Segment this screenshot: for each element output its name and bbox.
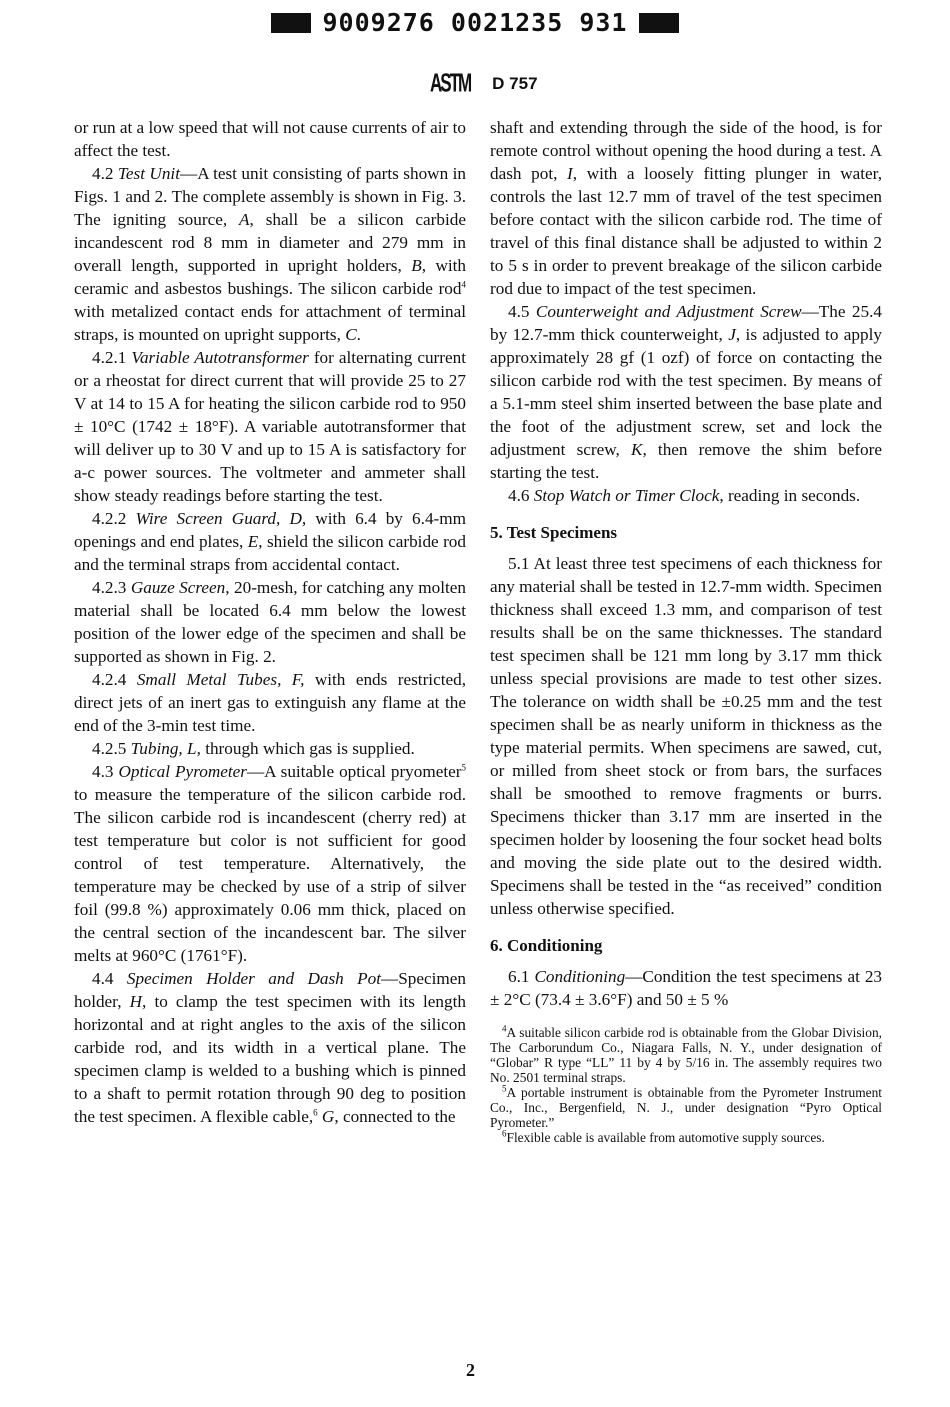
footnotes: [490, 1025, 882, 1145]
text: —A suitable optical pryometer: [246, 762, 462, 781]
paragraph: [490, 1085, 882, 1130]
paragraph: [74, 967, 466, 1128]
text: 4.4: [92, 969, 127, 988]
standard-header: [430, 69, 538, 98]
section-heading: 5. Test Specimens: [490, 523, 618, 542]
left-column: [74, 116, 466, 1128]
text: , with a loosely fitting plunger in water, controls the last 12.7 mm of travel of the test specimen before contact with the silicon carbide rod. The time of travel of this final distance shall be adjusted to within 2 to 5 s in order to prevent breakage of the silicon carbide rod due to impact of the test specimen.: [490, 164, 883, 298]
text: , is adjusted to apply approximately 28 gf (1 ozf) of force on contacting the silicon carbide rod with the test specimen. By means of a 5.1-mm steel shim inserted between the base plate and the foot of the adjustment screw, set and lock the adjustment screw,: [490, 325, 882, 459]
text: 4.2: [92, 164, 118, 183]
italic-text: Counterweight and Adjustment Screw: [535, 302, 802, 321]
document-code: 9009276 0021235 931: [322, 8, 628, 37]
italic-text: Gauze Screen: [130, 578, 226, 597]
standard-designation: D 757: [492, 74, 538, 93]
footnote-ref: 4: [502, 1023, 507, 1034]
footnote-ref: 5: [461, 762, 466, 773]
text: for alternating current or a rheostat for direct current that will provide 25 to 27 V at 14 to 15 A for heating the silicon carbide rod to 950 ± 10°C (1742 ± 18°F). A variable autotransformer that will deliver up to 30 V and up to 15 A is satisfactory for a-c power sources. The voltmeter and ammeter shall show steady readings before starting the test.: [74, 348, 466, 505]
text: or run at a low speed that will not cause currents of air to affect the test.: [74, 118, 466, 160]
section-heading: 6. Conditioning: [490, 936, 603, 955]
text: with ends restricted, direct jets of an inert gas to extinguish any flame at the end of the 3-min test time.: [74, 670, 467, 735]
text: 4.3: [92, 762, 119, 781]
paragraph: [490, 116, 882, 300]
footnote-ref: 4: [461, 279, 466, 290]
paragraph: [74, 346, 466, 507]
paragraph: [74, 668, 466, 737]
text: with metalized contact ends for attachment of terminal straps, is mounted on upright supports,: [74, 302, 466, 344]
text: with 6.4 by 6.4-mm openings and end plates,: [74, 509, 466, 551]
italic-text: A: [239, 210, 250, 229]
document-code-header: [0, 8, 950, 37]
paragraph: [490, 965, 882, 1011]
italic-text: C: [345, 325, 357, 344]
text: 4.2.1: [92, 348, 132, 367]
italic-text: I: [567, 164, 573, 183]
text: , to clamp the test specimen with its length horizontal and at right angles to the axis of the silicon carbide rod, and its width in a vertical plane. The specimen clamp is welded to a bushing which is pinned to a shaft to permit rotation through 90 deg to position the test specimen. A flexible cable,: [74, 992, 466, 1126]
text: , with ceramic and asbestos bushings. The silicon carbide rod: [74, 256, 466, 298]
paragraph: [490, 1025, 882, 1085]
italic-text: Optical Pyrometer: [118, 762, 247, 781]
italic-text: Wire Screen Guard, D,: [135, 509, 307, 528]
text: Flexible cable is available from automotive supply sources.: [506, 1130, 825, 1145]
paragraph: [74, 507, 466, 576]
italic-text: Stop Watch or Timer Clock: [533, 486, 720, 505]
right-column: [490, 116, 882, 1145]
italic-text: E: [247, 532, 259, 551]
italic-text: Tubing, L,: [130, 739, 201, 758]
italic-text: Test Unit: [117, 164, 180, 183]
text: —Specimen holder,: [74, 969, 466, 1011]
text: 4.2.5: [92, 739, 131, 758]
footnote-ref: 6: [502, 1128, 507, 1139]
text: to measure the temperature of the silicon carbide rod. The silicon carbide rod is incandescent (cherry red) at test temperature but color is not sufficient for good control of test temperature. Alternatively, the temperature may be checked by use of a strip of silver foil (99.8 %) approximately 0.06 mm thick, placed on the central section of the incandescent bar. The silver melts at 960°C (1761°F).: [74, 785, 466, 965]
text: 4.5: [508, 302, 536, 321]
italic-text: J: [728, 325, 736, 344]
text: A portable instrument is obtainable from the Pyrometer Instrument Co., Inc., Bergenfield, N. J., under designation “Pyro Optical Pyrometer.”: [490, 1085, 882, 1130]
text: —A test unit consisting of parts shown in Figs. 1 and 2. The complete assembly is shown in Fig. 3. The igniting source,: [74, 164, 466, 229]
text: , shall be a silicon carbide incandescent rod 8 mm in diameter and 279 mm in overall length, supported in upright holders,: [74, 210, 466, 275]
italic-text: Specimen Holder and Dash Pot: [126, 969, 382, 988]
text: —Condition the test specimens at 23 ± 2°C (73.4 ± 3.6°F) and 50 ± 5 %: [490, 967, 883, 1009]
text: 5.1 At least three test specimens of each thickness for any material shall be tested in 12.7-mm width. Specimen thickness shall exceed 1.3 mm, and comparison of test results shall be on the same thicknesses. The standard test specimen shall be 121 mm long by 3.17 mm thick unless special provisions are made to test other sizes. The tolerance on width shall be ±0.25 mm and the test specimen shall be as nearly uniform in thickness as the type material permits. When specimens are sawed, cut, or milled from sheet stock or from bars, the surfaces shall be smoothed to remove fragments or burrs. Specimens thicker than 3.17 mm are inserted in the specimen holder by loosening the four socket head bolts and moving the side plate out to the desired width. Specimens shall be tested in the “as received” condition unless otherwise specified.: [490, 554, 882, 918]
italic-text: G: [321, 1107, 335, 1126]
text: , then remove the shim before starting the test.: [490, 440, 882, 482]
paragraph: [490, 1130, 882, 1145]
bar-mark: [639, 13, 679, 33]
text: —The 25.4 by 12.7-mm thick counterweight,: [490, 302, 882, 344]
paragraph: [74, 760, 466, 967]
text: 4.2.2: [92, 509, 136, 528]
paragraph: [74, 737, 466, 760]
text: , connected to the: [334, 1107, 456, 1126]
paragraph: [490, 552, 882, 920]
paragraph: [490, 300, 882, 484]
italic-text: Small Metal Tubes, F,: [136, 670, 305, 689]
text: 4.6: [508, 486, 534, 505]
text: A suitable silicon carbide rod is obtainable from the Globar Division, The Carborundum Co., Niagara Falls, N. Y., under designation of “Globar” R type “LL” 11 by 4 by 5/16 in. The assembly requires two No. 2501 terminal straps.: [490, 1025, 882, 1085]
text: through which gas is supplied.: [200, 739, 415, 758]
footnote-ref: 5: [502, 1083, 507, 1094]
text: 4.2.3: [92, 578, 131, 597]
text: , shield the silicon carbide rod and the terminal straps from accidental contact.: [74, 532, 466, 574]
bar-mark: [271, 13, 311, 33]
paragraph: [74, 162, 466, 346]
page-number: 2: [466, 1360, 475, 1380]
text: .: [356, 325, 361, 344]
text: , reading in seconds.: [719, 486, 861, 505]
paragraph: [490, 484, 882, 507]
paragraph: [74, 576, 466, 668]
italic-text: Conditioning: [534, 967, 626, 986]
text: 4.2.4: [92, 670, 137, 689]
italic-text: H: [129, 992, 143, 1011]
text: , 20-mesh, for catching any molten material shall be located 6.4 mm below the lowest position of the lower edge of the specimen and shall be supported as shown in Fig. 2.: [74, 578, 466, 666]
astm-logo: ASTM: [430, 69, 471, 98]
italic-text: Variable Autotransformer: [131, 348, 309, 367]
italic-text: K: [631, 440, 643, 459]
text: 6.1: [508, 967, 535, 986]
paragraph: [74, 116, 466, 162]
italic-text: B: [411, 256, 422, 275]
footnote-ref: 6: [313, 1107, 318, 1118]
text: shaft and extending through the side of the hood, is for remote control without opening the hood during a test. A dash pot,: [490, 118, 882, 183]
